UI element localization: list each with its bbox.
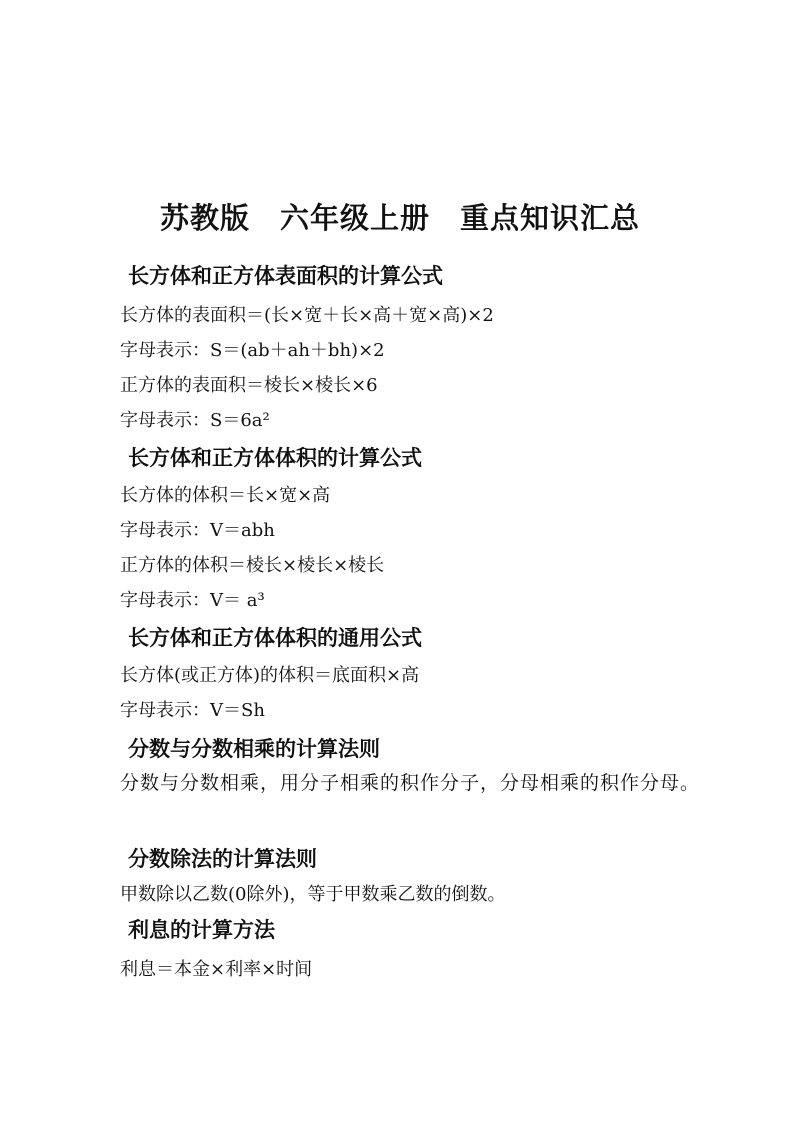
formula-line: 字母表示：V＝Sh	[120, 700, 265, 721]
section-heading-fraction-multiply: 分数与分数相乘的计算法则	[128, 737, 380, 761]
formula-line: 正方体的体积＝棱长×棱长×棱长	[120, 555, 385, 576]
formula-line: 字母表示：S＝(ab＋ah＋bh)×2	[120, 340, 385, 361]
rule-line: 甲数除以乙数(0除外)，等于甲数乘乙数的倒数。	[120, 884, 506, 905]
formula-line: 字母表示：V＝abh	[120, 520, 275, 541]
section-heading-volume: 长方体和正方体体积的计算公式	[128, 446, 422, 470]
formula-line: 长方体的表面积＝(长×宽＋长×高＋宽×高)×2	[120, 305, 494, 326]
section-heading-general-volume: 长方体和正方体体积的通用公式	[128, 626, 422, 650]
rule-paragraph: 分数与分数相乘，用分子相乘的积作分子，分母相乘的积作分母。	[120, 772, 701, 794]
formula-line: 正方体的表面积＝棱长×棱长×6	[120, 375, 378, 396]
page-title: 苏教版 六年级上册 重点知识汇总	[159, 201, 640, 235]
formula-line: 字母表示：V＝ a³	[120, 590, 265, 611]
section-heading-surface-area: 长方体和正方体表面积的计算公式	[128, 264, 443, 288]
formula-line: 字母表示：S＝6a²	[120, 410, 270, 431]
section-heading-interest: 利息的计算方法	[128, 918, 275, 942]
formula-line: 长方体的体积＝长×宽×高	[120, 485, 331, 506]
section-heading-fraction-divide: 分数除法的计算法则	[128, 847, 317, 871]
formula-line: 长方体(或正方体)的体积＝底面积×高	[120, 665, 420, 686]
formula-line: 利息＝本金×利率×时间	[120, 959, 313, 980]
